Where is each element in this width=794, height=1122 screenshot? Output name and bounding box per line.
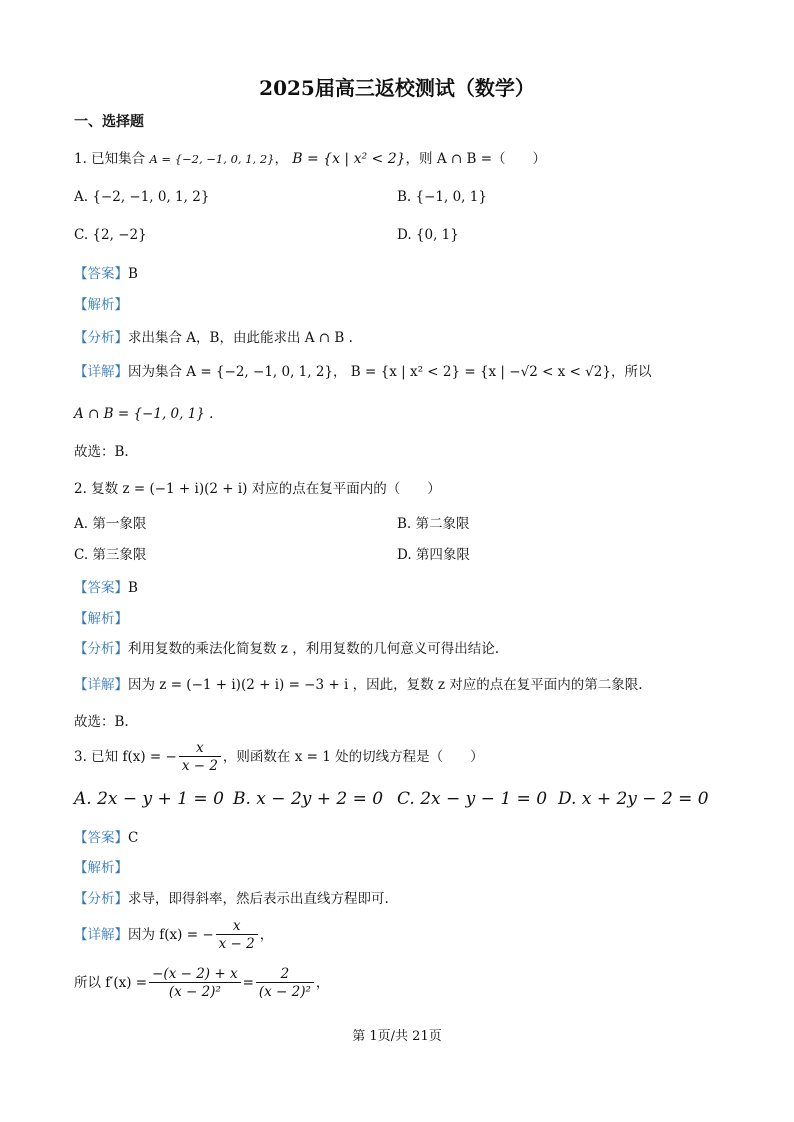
q1-comma: ，: [274, 151, 288, 167]
q2-chosen: 故选：B.: [74, 714, 129, 730]
q1-option-d: D. {0, 1}: [397, 227, 459, 243]
q1-analysis-label: 【解析】: [74, 297, 128, 313]
q3-option-a: A. 2x − y + 1 = 0: [74, 789, 224, 809]
q1-stem: [74, 150, 546, 168]
q1-stem-suffix: ，则 A ∩ B =（ ）: [405, 151, 547, 167]
answer-label: 【答案】: [74, 580, 128, 596]
q3-fraction: [179, 740, 221, 775]
answer-value: B: [128, 580, 138, 596]
q3-frac-num: x: [179, 740, 221, 757]
fenxi-text: 求出集合 A，B，由此能求出 A ∩ B .: [128, 330, 353, 346]
q1-detail-result: A ∩ B = {−1, 0, 1} .: [74, 406, 214, 422]
q1-detail: [74, 363, 651, 381]
q1-fenxi: [74, 329, 353, 347]
q3-detail-den: x − 2: [218, 936, 255, 952]
q2-detail: [74, 676, 643, 694]
q1-chosen: 故选：B.: [74, 444, 129, 460]
answer-label: 【答案】: [74, 266, 128, 282]
q3-analysis-label: 【解析】: [74, 860, 128, 876]
detail-text: 因为集合 A = {−2, −1, 0, 1, 2}， B = {x | x² < 2} = {x | −√2 < x < √2}，所以: [128, 364, 652, 380]
fenxi-text: 利用复数的乘法化简复数 z ，利用复数的几何意义可得出结论.: [128, 641, 499, 657]
q3-detail: [74, 918, 273, 953]
q2-fenxi: [74, 640, 499, 658]
q3-detail-suffix: ，: [259, 927, 274, 943]
q1-stem-prefix: 1. 已知集合: [74, 151, 146, 167]
q3-stem-prefix: 3. 已知 f(x) = −: [74, 749, 177, 765]
q2-answer: [74, 579, 138, 597]
q1-answer: [74, 265, 138, 283]
answer-value: B: [128, 266, 138, 282]
q3-deriv-prefix: 所以 f′(x) =: [74, 975, 148, 991]
q2-option-c: C. 第三象限: [74, 547, 147, 563]
fenxi-label: 【分析】: [74, 641, 128, 657]
fenxi-text: 求导，即得斜率，然后表示出直线方程即可.: [128, 891, 389, 907]
q3-option-d: D. x + 2y − 2 = 0: [558, 789, 709, 809]
q3-stem: [74, 740, 484, 775]
q1-option-c: C. {2, −2}: [74, 227, 147, 243]
detail-text: 因为 z = (−1 + i)(2 + i) = −3 + i ，因此，复数 z 对应的点在复平面内的第二象限.: [128, 677, 643, 693]
q3-deriv-fraction-1: [149, 966, 240, 1001]
q3-fenxi: [74, 890, 389, 908]
q2-option-d: D. 第四象限: [397, 547, 470, 563]
q3-detail-num: x: [216, 918, 258, 935]
q3-derivative: [74, 966, 329, 1001]
q3-answer: [74, 829, 138, 847]
q3-detail-prefix: 因为 f(x) = −: [128, 927, 214, 943]
q1-set-b: B = {x | x² < 2}: [292, 151, 406, 167]
q1-set-a: A = {−2, −1, 0, 1, 2}: [149, 152, 275, 166]
q3-deriv-den-1: (x − 2)²: [168, 984, 221, 1000]
detail-label: 【详解】: [74, 677, 128, 693]
q3-deriv-fraction-2: [256, 966, 314, 1001]
q2-analysis-label: 【解析】: [74, 611, 128, 627]
q3-frac-den: x − 2: [181, 758, 218, 774]
q3-deriv-den-2: (x − 2)²: [258, 984, 311, 1000]
q3-stem-suffix: ，则函数在 x = 1 处的切线方程是（ ）: [222, 749, 484, 765]
detail-label: 【详解】: [74, 927, 128, 943]
fenxi-label: 【分析】: [74, 330, 128, 346]
q3-detail-fraction: [216, 918, 258, 953]
q1-option-a: A. {−2, −1, 0, 1, 2}: [74, 189, 210, 205]
q3-option-c: C. 2x − y − 1 = 0: [397, 789, 548, 809]
q1-option-b: B. {−1, 0, 1}: [397, 189, 487, 205]
q3-deriv-eq: =: [242, 975, 254, 991]
q3-deriv-num-2: 2: [256, 966, 314, 983]
detail-label: 【详解】: [74, 364, 128, 380]
q3-option-b: B. x − 2y + 2 = 0: [233, 789, 384, 809]
answer-label: 【答案】: [74, 830, 128, 846]
answer-value: C: [128, 830, 139, 846]
page-footer: 第 1页/共 21页: [352, 1029, 442, 1044]
q2-stem: 2. 复数 z = (−1 + i)(2 + i) 对应的点在复平面内的（ ）: [74, 481, 441, 497]
q3-deriv-suffix: ，: [315, 975, 330, 991]
fenxi-label: 【分析】: [74, 891, 128, 907]
section-heading: 一、选择题: [74, 114, 144, 130]
page-title: 2025届高三返校测试（数学）: [259, 76, 535, 100]
q2-option-a: A. 第一象限: [74, 516, 147, 532]
q2-option-b: B. 第二象限: [397, 516, 470, 532]
q3-deriv-num-1: −(x − 2) + x: [149, 966, 240, 983]
